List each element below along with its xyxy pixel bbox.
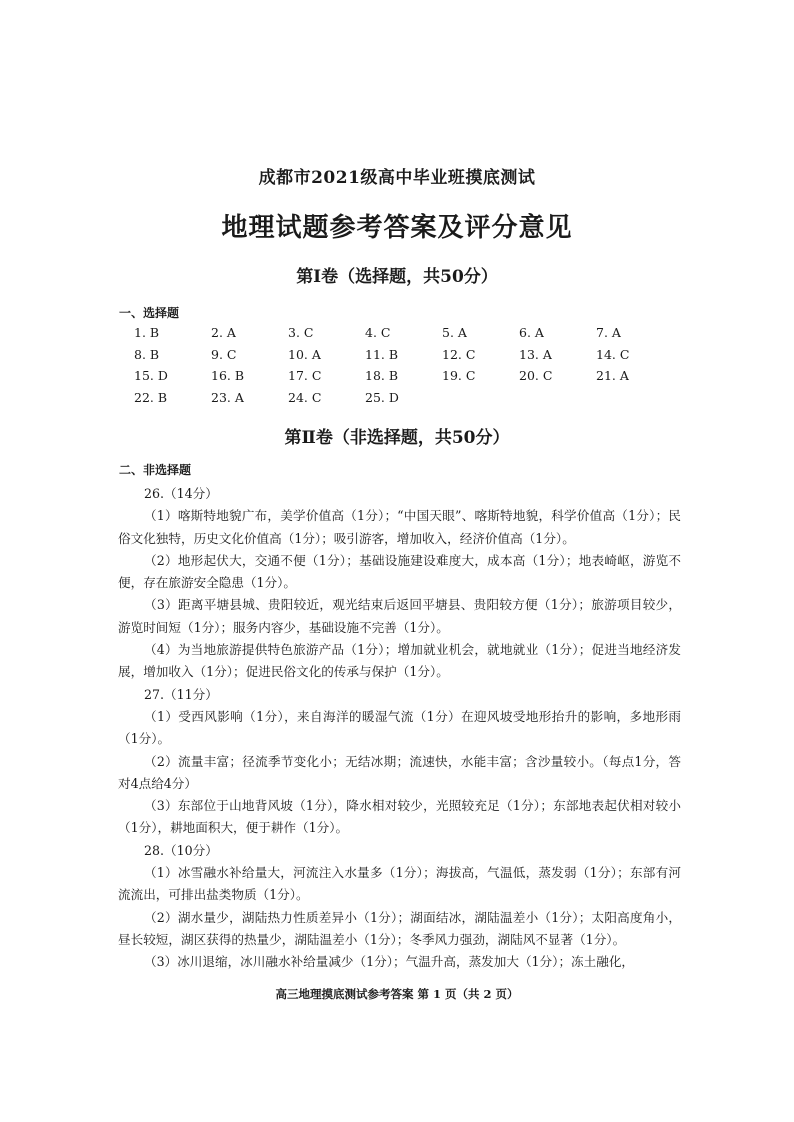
- answer-paragraph: （3）距离平塘县城、贵阳较近，观光结束后返回平塘县、贵阳较方便（1分）；旅游项目较少，游览时间短（1分）；服务内容少，基础设施不完善（1分）。: [118, 597, 681, 635]
- volume-1-title: 第Ⅰ卷（选择题，共50分）: [296, 267, 498, 287]
- choice-answer: 22. B: [134, 390, 168, 406]
- question-head: 28.（10分）: [144, 842, 218, 858]
- choice-answer: 14. C: [596, 346, 630, 362]
- section-nonchoice-heading: 二、非选择题: [119, 463, 192, 477]
- choice-answer: 20. C: [519, 368, 553, 384]
- volume-2-title: 第Ⅱ卷（非选择题，共50分）: [284, 428, 510, 448]
- choice-answer: 6. A: [519, 325, 544, 340]
- choice-answer: 2. A: [211, 325, 236, 340]
- page-title: 地理试题参考答案及评分意见: [221, 213, 573, 243]
- choice-answer: 24. C: [288, 390, 322, 406]
- choice-answer: 1. B: [134, 325, 160, 340]
- answer-paragraph: （1）受西风影响（1分），来自海洋的暖湿气流（1分）在迎风坡受地形抬升的影响，多地形雨（1分）。: [118, 708, 681, 747]
- page-footer: 高三地理摸底测试参考答案 第 1 页（共 2 页）: [275, 987, 519, 1001]
- answer-paragraph: （1）冰雪融水补给量大，河流注入水量多（1分）；海拔高，气温低，蒸发弱（1分）；东部有河流流出，可排出盐类物质（1分）。: [118, 865, 681, 903]
- answer-paragraph: （1）喀斯特地貌广布，美学价值高（1分）；“中国天眼”、喀斯特地貌，科学价值高（1分）；民俗文化独特，历史文化价值高（1分）；吸引游客，增加收入，经济价值高（1分）。: [118, 508, 681, 546]
- choice-answer: 8. B: [134, 346, 160, 362]
- exam-subtitle: 成都市2021级高中毕业班摸底测试: [258, 168, 536, 188]
- choice-answer: 19. C: [442, 368, 476, 384]
- choice-answer: 10. A: [288, 346, 321, 362]
- answer-paragraph: （3）东部位于山地背风坡（1分），降水相对较少，光照较充足（1分）；东部地表起伏相对较小（1分），耕地面积大，便于耕作（1分）。: [118, 798, 681, 836]
- choice-answer: 5. A: [442, 325, 467, 340]
- choice-answer: 12. C: [442, 346, 476, 362]
- answer-paragraph: （2）流量丰富；径流季节变化小；无结冰期；流速快，水能丰富；含沙量较小。（每点1分，答对4点给4分）: [118, 753, 681, 791]
- choice-answer: 3. C: [288, 325, 314, 340]
- choice-answer: 18. B: [365, 368, 399, 384]
- answer-paragraph: （2）地形起伏大，交通不便（1分）；基础设施建设难度大，成本高（1分）；地表崎岖，游览不便，存在旅游安全隐患（1分）。: [118, 552, 681, 591]
- choice-answer: 16. B: [211, 368, 245, 384]
- choice-answer: 25. D: [365, 390, 399, 406]
- question-head: 27.（11分）: [144, 686, 218, 702]
- choice-answer: 7. A: [596, 325, 621, 340]
- section-choice-heading: 一、选择题: [119, 306, 180, 320]
- question-head: 26.（14分）: [144, 486, 218, 501]
- choice-answer: 23. A: [211, 390, 244, 406]
- choice-answer: 21. A: [596, 368, 629, 384]
- choice-answer: 11. B: [365, 346, 399, 362]
- choice-answer: 9. C: [211, 346, 237, 362]
- choice-answer: 15. D: [134, 368, 168, 384]
- choice-answer-grid: [134, 322, 694, 409]
- choice-answer: 17. C: [288, 368, 322, 384]
- nonchoice-answers: [118, 483, 681, 974]
- choice-answer: 13. A: [519, 346, 552, 362]
- choice-answer: 4. C: [365, 325, 391, 340]
- answer-paragraph: （4）为当地旅游提供特色旅游产品（1分）；增加就业机会，就地就业（1分）；促进当地经济发展，增加收入（1分）；促进民俗文化的传承与保护（1分）。: [118, 642, 681, 680]
- answer-paragraph: （3）冰川退缩，冰川融水补给量减少（1分）；气温升高，蒸发加大（1分）；冻土融化，: [144, 954, 635, 970]
- answer-paragraph: （2）湖水量少，湖陆热力性质差异小（1分）；湖面结冰，湖陆温差小（1分）；太阳高度角小，昼长较短，湖区获得的热量少，湖陆温差小（1分）；冬季风力强劲，湖陆风不显著（1分）。: [118, 909, 681, 947]
